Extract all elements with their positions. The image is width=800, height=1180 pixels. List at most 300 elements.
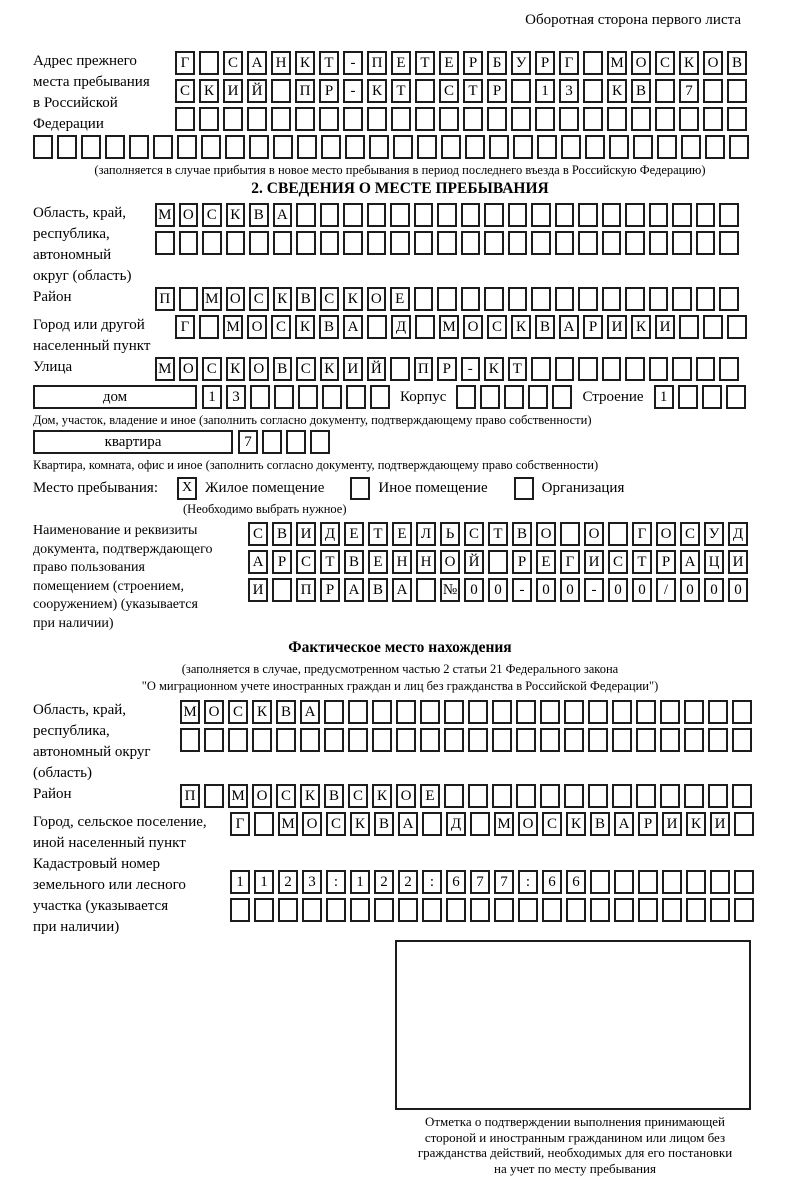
char-cell — [367, 107, 387, 131]
char-cell — [588, 784, 608, 808]
char-cell: И — [710, 812, 730, 836]
char-cell — [602, 357, 622, 381]
char-cell — [540, 728, 560, 752]
actual-district-label — [33, 784, 180, 805]
char-cell: 0 — [560, 578, 580, 602]
char-cell: Т — [368, 522, 388, 546]
char-cell — [295, 107, 315, 131]
char-cell: В — [276, 700, 296, 724]
char-cell — [398, 898, 418, 922]
grid-row — [175, 79, 747, 103]
char-cell — [226, 231, 246, 255]
caption-line: на учет по месту пребывания — [494, 1160, 656, 1176]
char-cell — [655, 79, 675, 103]
char-cell: 2 — [398, 870, 418, 894]
char-cell: 6 — [542, 870, 562, 894]
char-cell — [555, 287, 575, 311]
char-cell — [461, 203, 481, 227]
char-cell: - — [343, 51, 363, 75]
char-cell — [420, 700, 440, 724]
char-cell: Е — [368, 550, 388, 574]
char-cell — [33, 135, 53, 159]
char-cell — [372, 728, 392, 752]
char-cell — [348, 728, 368, 752]
char-cell: К — [295, 51, 315, 75]
char-cell — [456, 385, 476, 409]
char-cell — [612, 700, 632, 724]
region-grid — [155, 203, 739, 259]
char-cell: К — [226, 357, 246, 381]
grid-row — [230, 812, 754, 836]
char-cell — [153, 135, 173, 159]
char-cell: А — [300, 700, 320, 724]
char-cell: И — [728, 550, 748, 574]
char-cell — [345, 135, 365, 159]
char-cell — [734, 898, 754, 922]
char-cell: А — [680, 550, 700, 574]
document-block — [33, 522, 767, 633]
char-cell — [607, 107, 627, 131]
char-cell: К — [273, 287, 293, 311]
char-cell: Г — [632, 522, 652, 546]
char-cell — [296, 231, 316, 255]
char-cell: П — [414, 357, 434, 381]
char-cell: 7 — [494, 870, 514, 894]
char-cell — [561, 135, 581, 159]
cadastral-block — [33, 854, 767, 938]
char-cell: / — [656, 578, 676, 602]
char-cell — [367, 231, 387, 255]
char-cell — [649, 287, 669, 311]
char-cell: 2 — [374, 870, 394, 894]
char-cell: Т — [415, 51, 435, 75]
char-cell: Р — [656, 550, 676, 574]
char-cell: - — [584, 578, 604, 602]
char-cell: Д — [728, 522, 748, 546]
char-cell — [321, 135, 341, 159]
char-cell — [609, 135, 629, 159]
char-cell: К — [686, 812, 706, 836]
city-label — [33, 315, 175, 357]
char-cell — [511, 79, 531, 103]
char-cell: Б — [487, 51, 507, 75]
grid-row — [155, 231, 739, 255]
char-cell — [679, 315, 699, 339]
char-cell — [343, 231, 363, 255]
char-cell — [278, 898, 298, 922]
char-cell — [468, 784, 488, 808]
char-cell: И — [223, 79, 243, 103]
stroenie-grid — [654, 385, 746, 409]
char-cell — [298, 385, 318, 409]
char-cell: Г — [560, 550, 580, 574]
char-cell — [320, 203, 340, 227]
char-cell: Т — [463, 79, 483, 103]
label-line: республика, — [33, 226, 110, 242]
char-cell: 6 — [566, 870, 586, 894]
char-cell — [636, 728, 656, 752]
label-line: места пребывания — [33, 74, 150, 90]
caption-line: Отметка о подтверждении выполнения принимающей — [424, 1114, 726, 1129]
char-cell: 7 — [679, 79, 699, 103]
char-cell: К — [679, 51, 699, 75]
char-cell: А — [398, 812, 418, 836]
char-cell — [649, 231, 669, 255]
cadastral-grid — [230, 870, 754, 926]
char-cell: О — [584, 522, 604, 546]
char-cell — [566, 898, 586, 922]
char-cell — [249, 231, 269, 255]
char-cell: О — [367, 287, 387, 311]
char-cell — [578, 231, 598, 255]
char-cell: : — [518, 870, 538, 894]
char-cell — [204, 728, 224, 752]
document-label — [33, 522, 248, 633]
char-cell — [703, 79, 723, 103]
house-number-grid — [202, 385, 390, 409]
char-cell: В — [535, 315, 555, 339]
stroenie-label: Строение — [582, 389, 644, 405]
char-cell: О — [703, 51, 723, 75]
char-cell: В — [319, 315, 339, 339]
char-cell: Р — [272, 550, 292, 574]
label-line: Федерации — [33, 116, 104, 132]
char-cell — [662, 870, 682, 894]
char-cell: - — [512, 578, 532, 602]
label-line: помещением (строением, — [33, 578, 184, 594]
house-box-label: дом — [33, 385, 197, 409]
char-cell — [180, 728, 200, 752]
char-cell — [585, 135, 605, 159]
char-cell: К — [566, 812, 586, 836]
char-cell: 7 — [238, 430, 258, 454]
char-cell — [708, 728, 728, 752]
char-cell: В — [272, 522, 292, 546]
house-row — [33, 385, 767, 409]
char-cell: 0 — [680, 578, 700, 602]
char-cell — [465, 135, 485, 159]
char-cell — [297, 135, 317, 159]
char-cell — [480, 385, 500, 409]
char-cell — [657, 135, 677, 159]
char-cell — [633, 135, 653, 159]
char-cell — [199, 107, 219, 131]
char-cell — [484, 203, 504, 227]
char-cell: 0 — [632, 578, 652, 602]
char-cell — [461, 287, 481, 311]
char-cell: В — [590, 812, 610, 836]
char-cell — [415, 79, 435, 103]
char-cell: В — [273, 357, 293, 381]
char-cell — [271, 107, 291, 131]
char-cell: : — [422, 870, 442, 894]
char-cell: Г — [559, 51, 579, 75]
char-cell — [286, 430, 306, 454]
char-cell: П — [296, 578, 316, 602]
street-label — [33, 357, 155, 378]
char-cell — [719, 357, 739, 381]
char-cell — [531, 287, 551, 311]
char-cell — [679, 107, 699, 131]
char-cell — [390, 231, 410, 255]
char-cell — [516, 728, 536, 752]
char-cell — [696, 203, 716, 227]
char-cell — [272, 578, 292, 602]
char-cell: С — [320, 287, 340, 311]
char-cell — [636, 700, 656, 724]
char-cell: Д — [446, 812, 466, 836]
char-cell — [444, 784, 464, 808]
char-cell: Н — [271, 51, 291, 75]
grid-row — [180, 700, 752, 724]
grid-row — [175, 107, 747, 131]
char-cell — [686, 898, 706, 922]
char-cell: К — [320, 357, 340, 381]
char-cell: О — [631, 51, 651, 75]
char-cell — [578, 203, 598, 227]
char-cell — [583, 79, 603, 103]
district-label — [33, 287, 155, 308]
char-cell: У — [511, 51, 531, 75]
char-cell: О — [204, 700, 224, 724]
char-cell — [276, 728, 296, 752]
label-line: Область, край, — [33, 702, 127, 718]
region-block — [33, 203, 767, 287]
char-cell: Т — [320, 550, 340, 574]
char-cell: К — [367, 79, 387, 103]
char-cell — [602, 231, 622, 255]
char-cell — [444, 728, 464, 752]
char-cell — [494, 898, 514, 922]
char-cell — [390, 203, 410, 227]
label-line: Адрес прежнего — [33, 53, 137, 69]
char-cell: 3 — [559, 79, 579, 103]
char-cell — [672, 203, 692, 227]
char-cell: С — [276, 784, 296, 808]
char-cell — [602, 203, 622, 227]
char-cell — [734, 870, 754, 894]
char-cell: С — [608, 550, 628, 574]
char-cell: А — [248, 550, 268, 574]
char-cell — [422, 898, 442, 922]
char-cell: 0 — [728, 578, 748, 602]
char-cell — [273, 231, 293, 255]
char-cell — [446, 898, 466, 922]
grid-row — [230, 870, 754, 894]
char-cell — [508, 203, 528, 227]
char-cell — [552, 385, 572, 409]
option-label-other-premises: Иное помещение — [378, 479, 488, 496]
char-cell: 1 — [230, 870, 250, 894]
char-cell — [588, 728, 608, 752]
char-cell: С — [680, 522, 700, 546]
char-cell — [555, 231, 575, 255]
char-cell — [710, 870, 730, 894]
label-line: автономный — [33, 247, 112, 263]
char-cell — [504, 385, 524, 409]
char-cell: И — [584, 550, 604, 574]
prev-address-grid — [175, 51, 747, 135]
char-cell — [417, 135, 437, 159]
char-cell: В — [374, 812, 394, 836]
label-line: автономный округ — [33, 744, 151, 760]
char-cell — [655, 107, 675, 131]
label-line: участка (указывается — [33, 898, 169, 914]
char-cell: В — [512, 522, 532, 546]
char-cell — [437, 287, 457, 311]
char-cell: М — [228, 784, 248, 808]
char-cell — [492, 728, 512, 752]
char-cell — [105, 135, 125, 159]
grid-row — [155, 357, 739, 381]
char-cell — [202, 231, 222, 255]
char-cell — [441, 135, 461, 159]
char-cell: К — [343, 287, 363, 311]
stay-choose-note: (Необходимо выбрать нужное) — [183, 502, 347, 516]
char-cell: М — [607, 51, 627, 75]
char-cell: Е — [420, 784, 440, 808]
char-cell — [696, 287, 716, 311]
char-cell — [437, 231, 457, 255]
region-label — [33, 203, 155, 287]
char-cell — [578, 357, 598, 381]
char-cell — [540, 784, 560, 808]
char-cell: С — [228, 700, 248, 724]
char-cell — [513, 135, 533, 159]
char-cell — [612, 728, 632, 752]
char-cell — [201, 135, 221, 159]
page-header-note: Оборотная сторона первого листа — [525, 12, 741, 28]
char-cell — [199, 51, 219, 75]
char-cell: 1 — [350, 870, 370, 894]
label-line: Район — [33, 289, 72, 305]
char-cell — [729, 135, 749, 159]
char-cell: 1 — [654, 385, 674, 409]
char-cell: П — [295, 79, 315, 103]
char-cell: Р — [487, 79, 507, 103]
char-cell: Д — [320, 522, 340, 546]
char-cell — [391, 107, 411, 131]
char-cell: Р — [463, 51, 483, 75]
char-cell — [678, 385, 698, 409]
char-cell — [625, 357, 645, 381]
char-cell — [415, 107, 435, 131]
char-cell — [250, 385, 270, 409]
char-cell: Е — [391, 51, 411, 75]
char-cell — [625, 231, 645, 255]
option-label-residential: Жилое помещение — [205, 479, 325, 496]
char-cell — [416, 578, 436, 602]
grid-row — [175, 315, 747, 339]
char-cell: 3 — [226, 385, 246, 409]
char-cell — [583, 51, 603, 75]
label-line: Район — [33, 786, 72, 802]
char-cell — [708, 700, 728, 724]
char-cell: М — [439, 315, 459, 339]
grid-row — [248, 522, 748, 546]
char-cell — [602, 287, 622, 311]
char-cell: С — [326, 812, 346, 836]
char-cell: У — [704, 522, 724, 546]
apartment-row — [33, 430, 767, 454]
char-cell — [732, 700, 752, 724]
char-cell: О — [226, 287, 246, 311]
actual-location-note-line2: "О миграционном учете иностранных граждан и лиц без гражданства в Российской Федерации") — [141, 679, 659, 693]
checkbox-residential: X — [177, 477, 197, 500]
char-cell — [649, 357, 669, 381]
char-cell: И — [662, 812, 682, 836]
char-cell — [300, 728, 320, 752]
char-cell: 0 — [464, 578, 484, 602]
char-cell — [492, 784, 512, 808]
char-cell: 1 — [535, 79, 555, 103]
char-cell — [719, 287, 739, 311]
caption-line: гражданства действий, необходимых для его постановки — [417, 1145, 733, 1160]
char-cell: О — [463, 315, 483, 339]
char-cell — [396, 728, 416, 752]
char-cell: С — [542, 812, 562, 836]
char-cell — [531, 357, 551, 381]
char-cell: О — [440, 550, 460, 574]
confirmation-mark-caption — [389, 1114, 761, 1176]
section2-title: 2. СВЕДЕНИЯ О МЕСТЕ ПРЕБЫВАНИЯ — [251, 180, 549, 197]
label-line: иной населенный пункт — [33, 835, 186, 851]
char-cell: 0 — [608, 578, 628, 602]
char-cell — [660, 728, 680, 752]
char-cell — [583, 107, 603, 131]
actual-location-note-line1: (заполняется в случае, предусмотренном частью 2 статьи 21 Федерального закона — [181, 662, 619, 676]
char-cell — [696, 357, 716, 381]
char-cell — [372, 700, 392, 724]
char-cell — [57, 135, 77, 159]
char-cell: К — [300, 784, 320, 808]
char-cell — [254, 812, 274, 836]
char-cell: М — [223, 315, 243, 339]
char-cell — [254, 898, 274, 922]
char-cell: К — [484, 357, 504, 381]
char-cell: И — [607, 315, 627, 339]
char-cell: М — [180, 700, 200, 724]
char-cell — [726, 385, 746, 409]
char-cell — [708, 784, 728, 808]
char-cell — [555, 357, 575, 381]
korpus-label: Корпус — [400, 389, 447, 405]
char-cell: О — [249, 357, 269, 381]
char-cell: А — [344, 578, 364, 602]
char-cell — [393, 135, 413, 159]
char-cell: И — [343, 357, 363, 381]
char-cell: О — [247, 315, 267, 339]
char-cell — [271, 79, 291, 103]
char-cell: С — [248, 522, 268, 546]
char-cell: Р — [583, 315, 603, 339]
char-cell — [588, 700, 608, 724]
char-cell: М — [155, 357, 175, 381]
prev-address-note: (заполняется в случае прибытия в новое место пребывания в период последнего въезда в Российскую Федерацию) — [94, 163, 706, 177]
char-cell: И — [655, 315, 675, 339]
char-cell: Й — [464, 550, 484, 574]
label-line: Наименование и реквизиты — [33, 523, 198, 538]
char-cell — [81, 135, 101, 159]
char-cell: 0 — [536, 578, 556, 602]
char-cell: В — [368, 578, 388, 602]
char-cell — [684, 700, 704, 724]
char-cell — [489, 135, 509, 159]
label-line: республика, — [33, 723, 110, 739]
char-cell: О — [396, 784, 416, 808]
char-cell — [625, 287, 645, 311]
char-cell — [414, 287, 434, 311]
